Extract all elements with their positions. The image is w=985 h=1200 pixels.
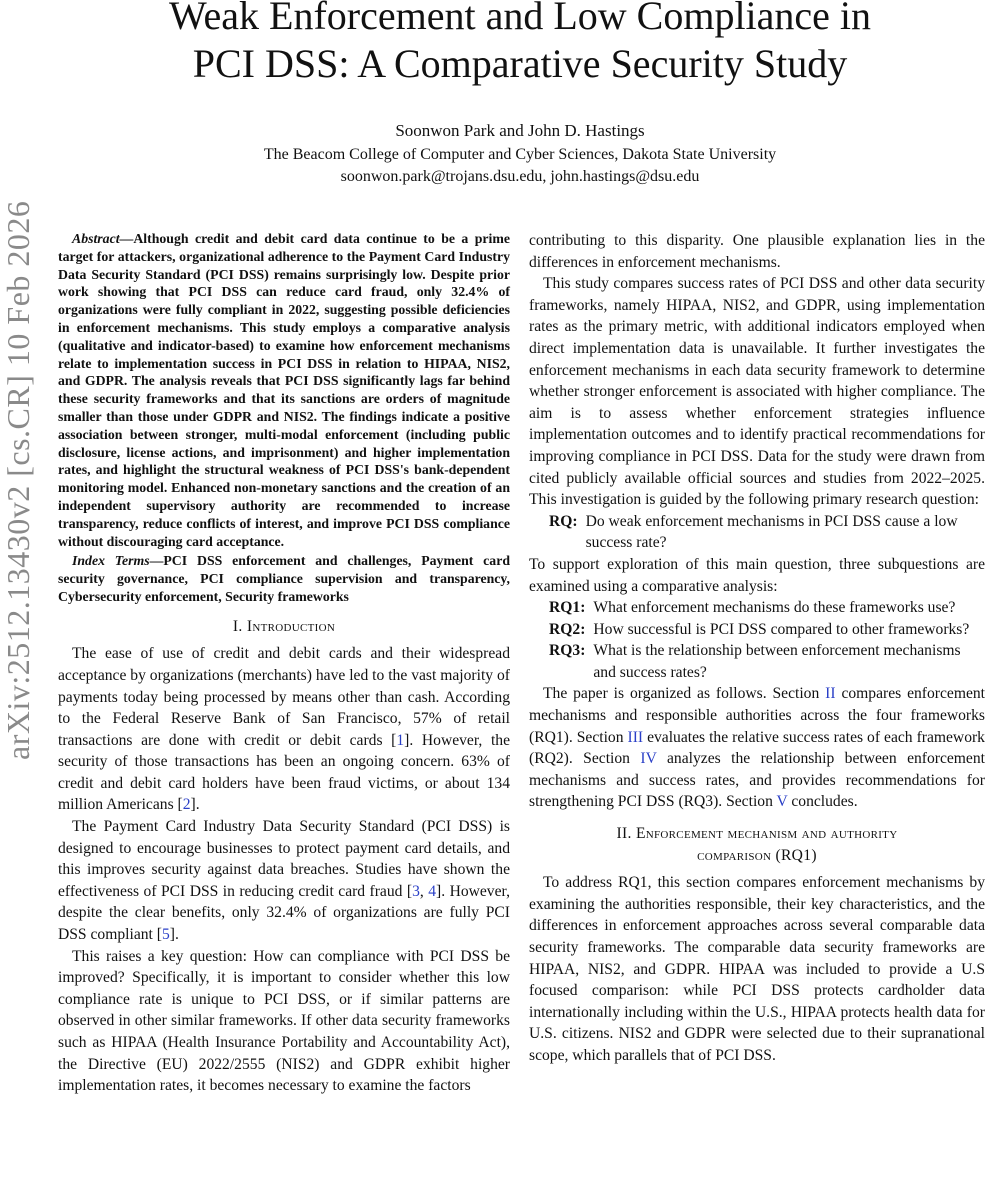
intro-paragraph-3-continued: contributing to this disparity. One plausible explanation lies in the differences in enforcement mechanisms. [529,232,985,271]
research-question-main [529,511,985,554]
section-heading-enforcement [529,823,985,866]
citation-link[interactable]: 5 [161,926,170,944]
intro-paragraph-4: This study compares success rates of PCI DSS and other data security frameworks, namely HIPAA, NIS2, and GDPR, using implementation rates as the primary metric, with additional indicators employed when direct implementation data is unavailable. It further investigates the enforcement mechanisms in each data security framework to determine whether stronger enforcement is associated with higher compliance. The aim is to assess whether enforcement strategies influence implementation outcomes and to identify practical recommendations for improving compliance in PCI DSS. Data for the study were drawn from cited publicly available official sources and studies from 2022–2025. This investigation is guided by the following primary research question: [529,275,985,509]
affiliation: The Beacom College of Computer and Cyber Sciences, Dakota State University [263,146,777,163]
text-run: analyzes the relationship between enforcement mechanisms and success rates, and provides recommendations for strengthening PCI DSS (RQ3). Section [529,750,985,811]
abstract-label: Abstract [72,231,120,246]
rq-label: RQ1: [549,599,586,617]
rq-text: What is the relationship between enforcement mechanisms and success rates? [593,642,961,681]
text-run: ]. However, the security of those transactions has been an ongoing concern. 63% of credit and debit card holders have been fraud victims, or about 134 million Americans [ [58,731,511,814]
text-run: The paper is organized as follows. Section [543,685,826,703]
rq-text: How successful is PCI DSS compared to other frameworks? [593,620,970,638]
citation-link[interactable]: 1 [396,731,405,749]
text-run: , [419,882,429,900]
section-title: Introduction [246,617,336,635]
author-emails: soonwon.park@trojans.dsu.edu, john.hastings@dsu.edu [340,168,700,185]
right-column [529,230,985,1067]
section-number: II. [616,825,632,843]
intro-paragraph-1 [58,643,510,816]
title-line-2: PCI DSS: A Comparative Security Study [192,41,848,86]
text-run: ]. [169,926,179,944]
text-run: concludes. [787,793,858,811]
section-link[interactable]: IV [640,750,657,768]
text-run: evaluates the relative success rates of each framework (RQ2). Section [529,728,985,768]
index-terms-label: Index Terms [72,553,150,569]
abstract-text: —Although credit and debit card data continue to be a prime target for attackers, organizational adherence to the Payment Card Industry Data Security Standard (PCI DSS) remains surprisingly low. Despite prior work showing that PCI DSS can reduce card fraud, only 32.4% of organizations were fully compliant in 2022, suggesting possible deficiencies in enforcement mechanisms. This study employs a comparative analysis (qualitative and indicator-based) to examine how enforcement mechanisms relate to implementation success in PCI DSS in relation to HIPAA, NIS2, and GDPR. The analysis reveals that PCI DSS significantly lags far behind these security frameworks and that its sanctions are orders of magnitude smaller than those under GDPR and NIS2. The findings indicate a positive association between stronger, multi-modal enforcement (including public disclosure, license actions, and imprisonment) and higher implementation rates, and highlight the structural weakness of PCI DSS's bank-dependent monitoring model. Enhanced non-monetary sanctions and the creation of an independent supervisory authority are recommended to increase transparency, reduce conflicts of interest, and improve PCI DSS compliance without discouraging card acceptance. [58,231,510,549]
title-line-1: Weak Enforcement and Low Compliance in [168,0,872,38]
section-link[interactable]: V [776,793,788,811]
rq-text: What enforcement mechanisms do these frameworks use? [593,599,956,617]
index-terms-text: —PCI DSS enforcement and challenges, Payment card security governance, PCI compliance supervision and transparency, Cybersecurity enforcement, Security frameworks [58,553,511,604]
section-title-line-2: comparison [697,846,772,864]
text-run: ]. However, despite the clear benefits, only 32.4% of organizations are fully PCI DSS compliant [ [58,882,510,944]
text-run: ]. [190,796,200,814]
citation-link[interactable]: 4 [428,882,437,900]
text-run: The Payment Card Industry Data Security Standard (PCI DSS) is designed to encourage businesses to protect payment card details, and this improves security against data breaches. Studies have shown the effectiveness of PCI DSS in reducing credit card fraud [ [58,818,510,900]
rq-label: RQ2: [549,620,586,638]
section-link[interactable]: III [627,728,644,746]
section-title-suffix: (RQ1) [775,846,817,864]
intro-paragraph-2 [58,816,510,946]
section-title-line-1: Enforcement mechanism and authority [635,825,898,843]
arxiv-sidebar-stamp: arXiv:2512.13430v2 [cs.CR] 10 Feb 2026 [0,200,36,760]
rq-text: Do weak enforcement mechanisms in PCI DSS cause a low success rate? [585,512,958,552]
intro-paragraph-3: This raises a key question: How can compliance with PCI DSS be improved? Specifically, it is important to consider whether this low compliance rate is unique to PCI DSS, or if similar patterns are observed in other similar frameworks. If other data security frameworks such as HIPAA (Health Insurance Portability and Accountability Act), the Directive (EU) 2022/2555 (NIS2) and GDPR exhibit higher implementation rates, it becomes necessary to examine the factors [58,947,510,1095]
research-question-3 [529,640,985,683]
left-column [58,230,510,1097]
citation-link[interactable]: 3 [412,882,420,900]
rq-label: RQ: [549,512,578,530]
section-number: I. [232,617,243,635]
index-terms [58,552,510,605]
section-heading-introduction [58,616,510,638]
paper-title [80,0,960,88]
text-run: The ease of use of credit and debit cards and their widespread acceptance by organizations (merchants) have led to the vast majority of payments today being processed by means other than cash. According to the Federal Reserve Bank of San Francisco, 57% of retail transactions are done with credit or debit cards [ [58,645,510,749]
authors: Soonwon Park and John D. Hastings [395,121,645,140]
intro-paragraph-5: To support exploration of this main question, three subquestions are examined using a comparative analysis: [529,555,985,595]
abstract [58,230,510,550]
intro-paragraph-6 [529,683,985,813]
text-run: compares enforcement mechanisms and responsible authorities across the four frameworks (RQ1). Section [529,685,985,746]
citation-link[interactable]: 2 [182,796,191,814]
rq-label: RQ3: [549,642,586,660]
research-question-2 [529,619,985,641]
section2-paragraph-1: To address RQ1, this section compares enforcement mechanisms by examining the authorities responsible, their key characteristics, and the differences in enforcement approaches across several comparable data security frameworks. The comparable data security frameworks are HIPAA, NIS2, and GDPR. HIPAA was included to provide a U.S focused comparison: while PCI DSS protects cardholder data internationally including within the U.S., HIPAA protects health data for U.S. citizens. NIS2 and GDPR were selected due to their supranational scope, which parallels that of PCI DSS. [529,874,985,1064]
section-link[interactable]: II [825,685,836,703]
research-question-1 [529,597,985,619]
